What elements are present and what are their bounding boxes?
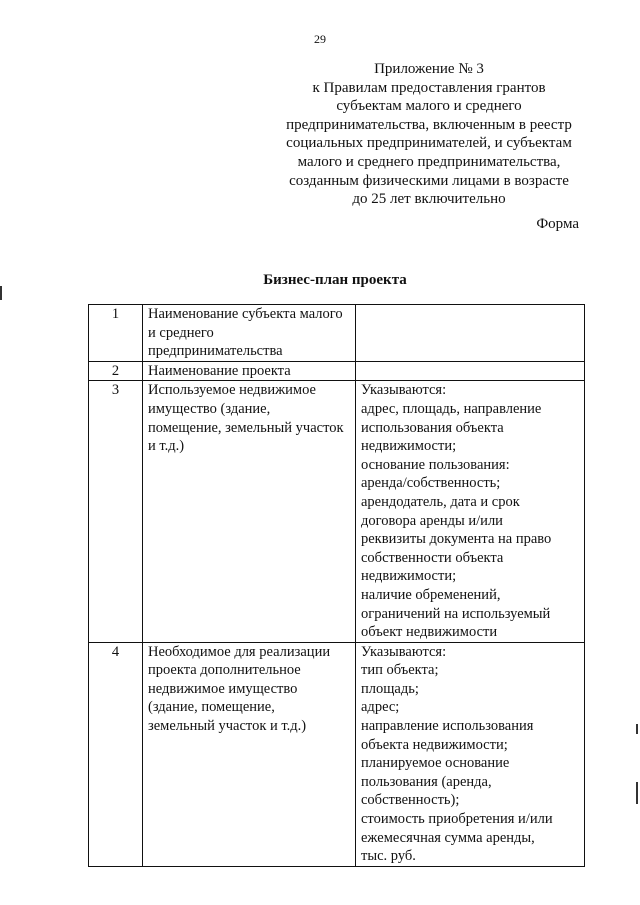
appendix-line: социальных предпринимателей, и субъектам <box>286 135 572 152</box>
row-detail-cell <box>356 642 585 866</box>
row-number: 3 <box>89 381 143 642</box>
row-detail-line: объект недвижимости <box>361 624 498 641</box>
appendix-line: созданным физическими лицами в возрасте <box>289 172 569 189</box>
row-detail-line: направление использования <box>361 718 534 735</box>
row-detail-line: планируемое основание <box>361 755 510 772</box>
row-detail-line: адрес, площадь, направление <box>361 400 542 417</box>
row-detail-line: основание пользования: <box>361 456 510 473</box>
row-name-line: проекта дополнительное <box>148 662 301 679</box>
table-row <box>89 642 585 866</box>
row-name-line: Наименование субъекта малого <box>148 306 343 322</box>
row-detail-line: адрес; <box>361 699 400 716</box>
row-name-line: Используемое недвижимое <box>148 382 316 399</box>
business-plan-table <box>88 304 585 867</box>
row-name-line: Наименование проекта <box>148 362 291 379</box>
row-detail-line: собственности объекта <box>361 549 504 566</box>
row-detail-line: тыс. руб. <box>361 848 416 865</box>
row-name-cell <box>143 381 356 642</box>
table-row <box>89 305 585 362</box>
row-name-line: недвижимое имущество <box>148 680 298 697</box>
row-name-cell <box>143 305 356 362</box>
row-name-cell <box>143 361 356 381</box>
page-number: 29 <box>314 32 326 46</box>
appendix-line: предпринимательства, включенным в реестр <box>286 116 572 133</box>
row-name-line: и т.д.) <box>148 438 185 455</box>
row-number: 1 <box>89 305 143 362</box>
appendix-line: Приложение № 3 <box>374 61 484 77</box>
form-label: Форма <box>536 216 579 232</box>
row-detail-line: арендодатель, дата и срок <box>361 493 520 510</box>
row-number: 2 <box>89 361 143 381</box>
row-detail-line: договора аренды и/или <box>361 512 503 529</box>
row-detail-line: стоимость приобретения и/или <box>361 811 553 828</box>
table-row <box>89 361 585 381</box>
appendix-line: малого и среднего предпринимательства, <box>297 153 561 170</box>
row-detail-line: площадь; <box>361 680 419 697</box>
row-number: 4 <box>89 642 143 866</box>
row-detail-line: объекта недвижимости; <box>361 736 508 753</box>
row-detail-line: Указываются: <box>361 643 447 660</box>
row-detail-line: недвижимости; <box>361 438 457 455</box>
table-row <box>89 381 585 642</box>
row-name-line: Необходимое для реализации <box>148 643 331 660</box>
row-detail-cell <box>356 305 585 362</box>
scan-margin-mark <box>636 724 638 734</box>
row-name-line: и среднего <box>148 324 214 341</box>
row-name-line: (здание, помещение, <box>148 699 275 716</box>
row-detail-line: Указываются: <box>361 382 447 399</box>
row-detail-line: ежемесячная сумма аренды, <box>361 829 535 846</box>
row-detail-line: пользования (аренда, <box>361 773 492 790</box>
row-name-line: предпринимательства <box>148 343 283 360</box>
row-detail-line: недвижимости; <box>361 568 457 585</box>
row-detail-line: реквизиты документа на право <box>361 531 552 548</box>
row-detail-cell <box>356 381 585 642</box>
row-detail-line: собственность); <box>361 792 460 809</box>
row-detail-line: ограничений на используемый <box>361 605 551 622</box>
appendix-line: к Правилам предоставления грантов <box>312 79 546 96</box>
appendix-line: до 25 лет включительно <box>352 191 506 208</box>
row-detail-cell <box>356 361 585 381</box>
row-name-line: помещение, земельный участок <box>148 419 344 436</box>
document-title: Бизнес-план проекта <box>263 272 407 288</box>
appendix-heading <box>268 60 590 209</box>
row-detail-line: тип объекта; <box>361 662 439 679</box>
row-detail-line: наличие обременений, <box>361 586 501 603</box>
scan-margin-mark <box>636 782 638 804</box>
scan-margin-mark <box>0 286 2 300</box>
row-detail-line: использования объекта <box>361 419 504 436</box>
row-name-line: земельный участок и т.д.) <box>148 718 307 735</box>
appendix-line: субъектам малого и среднего <box>336 98 522 115</box>
row-detail-line: аренда/собственность; <box>361 475 501 492</box>
row-name-cell <box>143 642 356 866</box>
row-name-line: имущество (здание, <box>148 400 271 417</box>
